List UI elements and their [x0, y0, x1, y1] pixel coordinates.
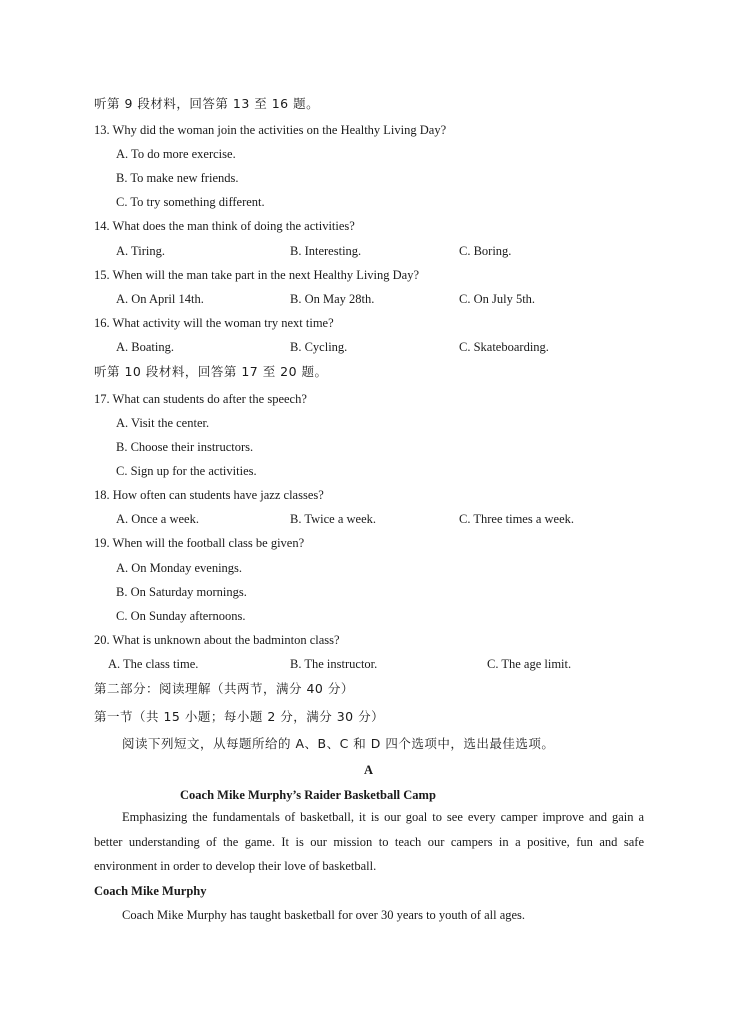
q19-option-b: B. On Saturday mornings. — [116, 585, 247, 599]
q13-option-b: B. To make new friends. — [116, 171, 239, 185]
q18-option-c: C. Three times a week. — [459, 512, 575, 526]
section9-intro: 听第 9 段材料，回答第 13 至 16 题。 — [94, 96, 320, 111]
q13-option-c: C. To try something different. — [116, 195, 265, 209]
q19-option-c: C. On Sunday afternoons. — [116, 609, 246, 623]
question-20: 20. What is unknown about the badminton class? — [94, 633, 340, 647]
q20-option-b: B. The instructor. — [290, 657, 378, 671]
q15-option-a: A. On April 14th. — [116, 292, 204, 306]
passage-subheading: Coach Mike Murphy — [94, 884, 207, 898]
q13-option-a: A. To do more exercise. — [116, 147, 236, 161]
q14-option-b: B. Interesting. — [290, 244, 362, 258]
q19-option-a: A. On Monday evenings. — [116, 561, 243, 575]
question-15: 15. When will the man take part in the next Healthy Living Day? — [94, 268, 420, 282]
section10-intro: 听第 10 段材料，回答第 17 至 20 题。 — [94, 364, 328, 379]
reading-part-title: 第二部分：阅读理解（共两节，满分 40 分） — [94, 681, 354, 696]
q15-option-c: C. On July 5th. — [459, 292, 536, 306]
question-13: 13. Why did the woman join the activities on the Healthy Living Day? — [94, 123, 447, 137]
q20-option-c: C. The age limit. — [487, 657, 572, 671]
q15-option-b: B. On May 28th. — [290, 292, 375, 306]
passage-paragraph-2: Coach Mike Murphy has taught basketball for over 30 years to youth of all ages. — [122, 908, 526, 922]
question-17: 17. What can students do after the speech? — [94, 392, 307, 406]
passage-paragraph-1 — [94, 805, 644, 879]
q18-option-b: B. Twice a week. — [290, 512, 377, 526]
q16-option-b: B. Cycling. — [290, 340, 348, 354]
q16-option-c: C. Skateboarding. — [459, 340, 549, 354]
q17-option-b: B. Choose their instructors. — [116, 440, 254, 454]
q14-option-a: A. Tiring. — [116, 244, 165, 258]
paragraph-1-text: Emphasizing the fundamentals of basketball, it is our goal to see every camper improve and gain a better understanding of the game. It is our mission to teach our campers in a positive, fun and safe environment in order to develop their love of basketball. — [94, 810, 644, 873]
question-19: 19. When will the football class be given? — [94, 536, 305, 550]
passage-title: Coach Mike Murphy’s Raider Basketball Camp — [180, 788, 436, 802]
q14-option-c: C. Boring. — [459, 244, 512, 258]
reading-section-title: 第一节（共 15 小题；每小题 2 分，满分 30 分） — [94, 709, 385, 724]
reading-instruction: 阅读下列短文，从每题所给的 A、B、C 和 D 四个选项中，选出最佳选项。 — [122, 736, 555, 751]
q16-option-a: A. Boating. — [116, 340, 174, 354]
q17-option-a: A. Visit the center. — [116, 416, 210, 430]
question-18: 18. How often can students have jazz classes? — [94, 488, 324, 502]
question-14: 14. What does the man think of doing the activities? — [94, 219, 355, 233]
q17-option-c: C. Sign up for the activities. — [116, 464, 257, 478]
q18-option-a: A. Once a week. — [116, 512, 199, 526]
question-16: 16. What activity will the woman try next time? — [94, 316, 334, 330]
q20-option-a: A. The class time. — [108, 657, 199, 671]
passage-letter: A — [363, 763, 374, 777]
